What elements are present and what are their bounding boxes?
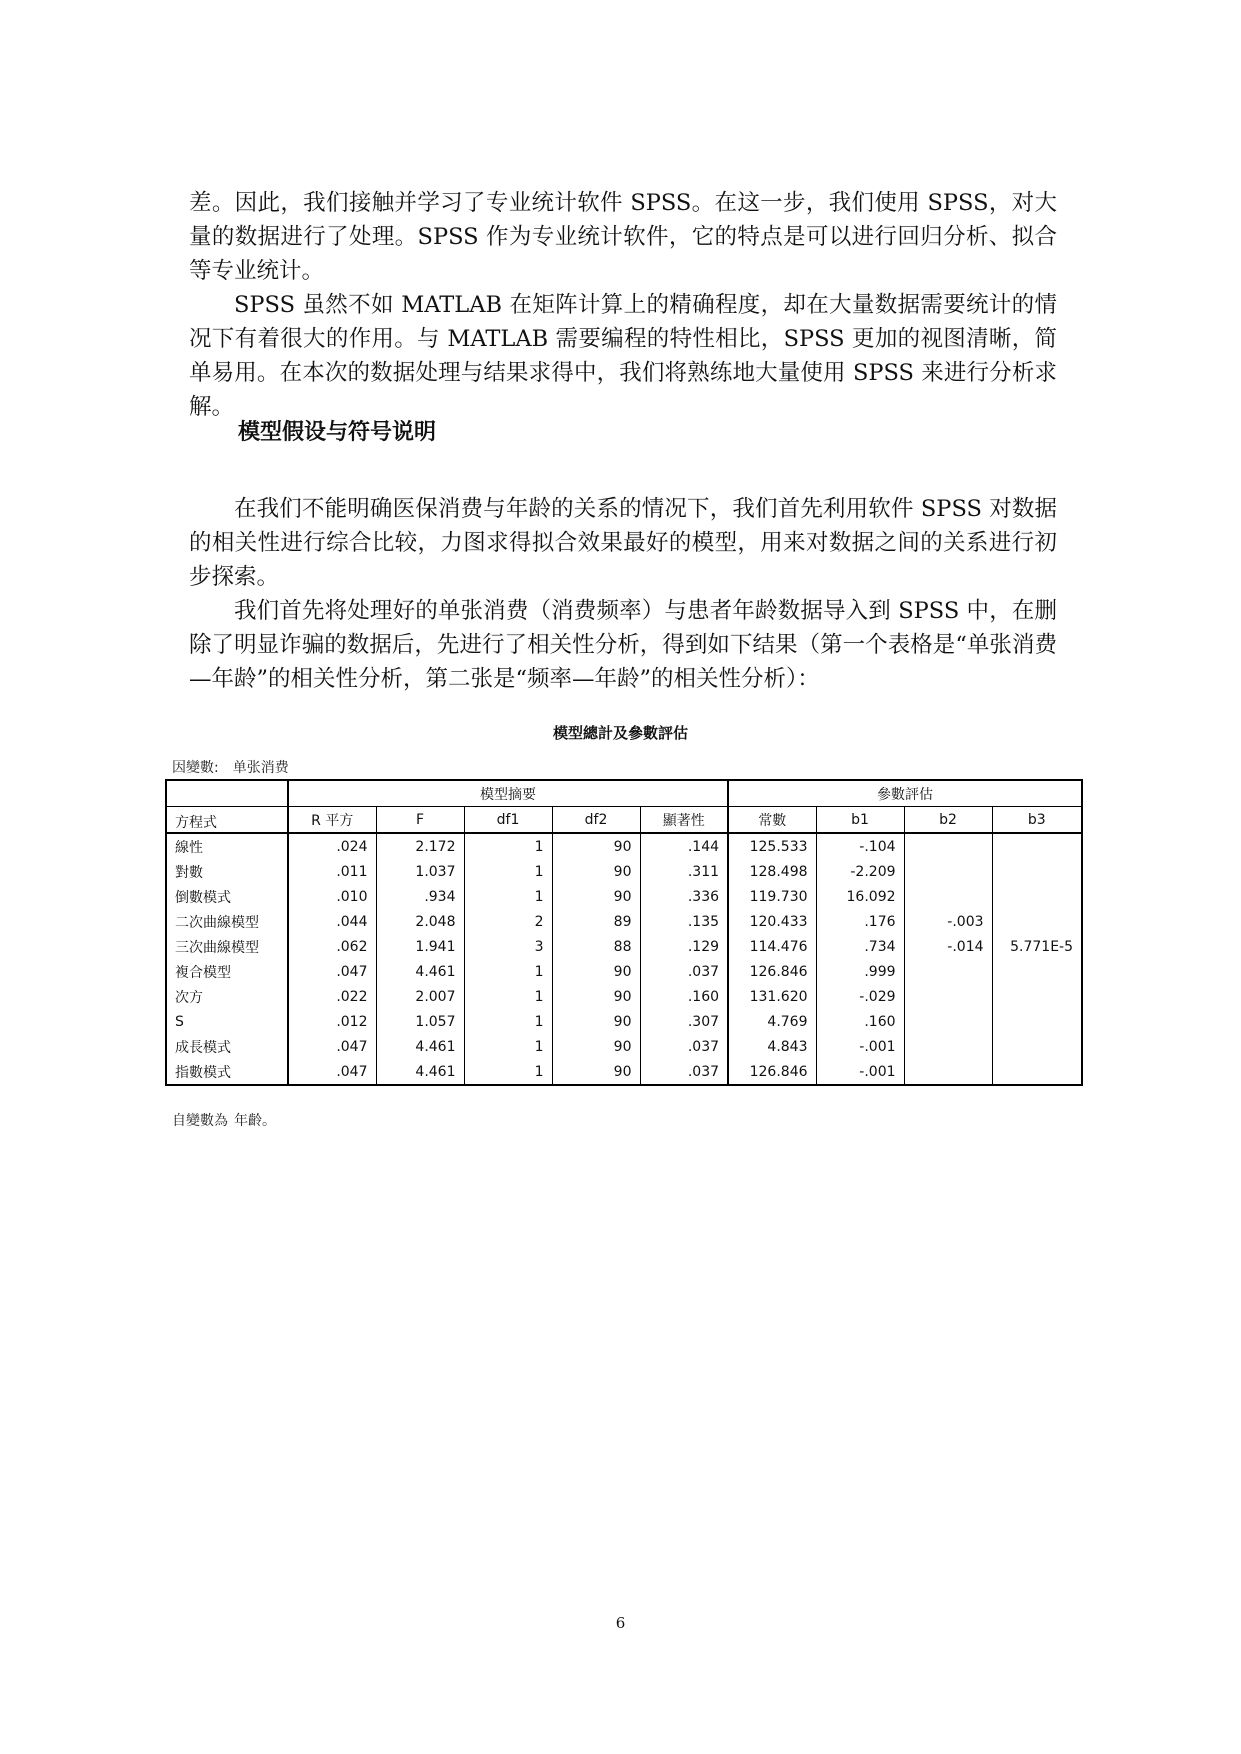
- table-cell: [992, 1034, 1082, 1059]
- table-cell: 4.461: [376, 1034, 464, 1059]
- table-cell: 90: [552, 833, 640, 859]
- table-row: [166, 1034, 1082, 1059]
- section-heading: 模型假设与符号说明: [238, 420, 437, 445]
- table-cell: 131.620: [728, 984, 816, 1009]
- table-cell: -2.209: [816, 859, 904, 884]
- group-model-summary: 模型摘要: [288, 780, 728, 807]
- table-row: [166, 833, 1082, 859]
- table-cell: 1: [464, 959, 552, 984]
- table-cell: .734: [816, 934, 904, 959]
- table-cell: [904, 984, 992, 1009]
- group-parameter-estimates: 參數評估: [728, 780, 1082, 807]
- table-row: [166, 934, 1082, 959]
- row-equation-name: 倒數模式: [166, 884, 288, 909]
- table-cell: [904, 1059, 992, 1085]
- table-cell: 1: [464, 1034, 552, 1059]
- table-cell: 114.476: [728, 934, 816, 959]
- row-equation-name: 三次曲線模型: [166, 934, 288, 959]
- table-cell: 5.771E-5: [992, 934, 1082, 959]
- footnote-value: 年齡。: [234, 1113, 276, 1129]
- table-title: 模型總計及參數評估: [552, 724, 688, 742]
- col-header: 顯著性: [640, 807, 728, 834]
- table-cell: .047: [288, 959, 376, 984]
- col-header: b2: [904, 807, 992, 834]
- row-equation-name: 次方: [166, 984, 288, 1009]
- table-cell: [992, 859, 1082, 884]
- table-cell: 4.461: [376, 959, 464, 984]
- column-header-row: [166, 807, 1082, 834]
- table-cell: .037: [640, 959, 728, 984]
- table-cell: .311: [640, 859, 728, 884]
- table-cell: 1: [464, 859, 552, 884]
- equation-header: 方程式: [166, 807, 288, 834]
- table-cell: 4.769: [728, 1009, 816, 1034]
- model-summary-table: [165, 779, 1083, 1086]
- col-header: b3: [992, 807, 1082, 834]
- table-cell: [992, 833, 1082, 859]
- table-cell: 88: [552, 934, 640, 959]
- table-cell: 120.433: [728, 909, 816, 934]
- table-cell: [992, 984, 1082, 1009]
- row-equation-name: S: [166, 1009, 288, 1034]
- table-cell: 126.846: [728, 1059, 816, 1085]
- table-cell: 89: [552, 909, 640, 934]
- dependent-variable-label: 因變數:: [172, 760, 219, 776]
- table-cell: 1: [464, 833, 552, 859]
- table-row: [166, 984, 1082, 1009]
- table-cell: -.003: [904, 909, 992, 934]
- table-cell: 1: [464, 884, 552, 909]
- row-equation-name: 線性: [166, 833, 288, 859]
- row-equation-name: 指數模式: [166, 1059, 288, 1085]
- table-cell: [992, 909, 1082, 934]
- table-cell: 126.846: [728, 959, 816, 984]
- col-header: F: [376, 807, 464, 834]
- footnote-label: 自變數為: [172, 1113, 228, 1129]
- col-header: df2: [552, 807, 640, 834]
- table-cell: -.014: [904, 934, 992, 959]
- table-cell: [992, 1059, 1082, 1085]
- table-cell: 1: [464, 984, 552, 1009]
- table-cell: 119.730: [728, 884, 816, 909]
- col-header: R 平方: [288, 807, 376, 834]
- table-cell: 90: [552, 884, 640, 909]
- row-equation-name: 二次曲線模型: [166, 909, 288, 934]
- table-cell: 90: [552, 959, 640, 984]
- col-header: b1: [816, 807, 904, 834]
- table-cell: .012: [288, 1009, 376, 1034]
- table-cell: 90: [552, 984, 640, 1009]
- table-cell: 128.498: [728, 859, 816, 884]
- table-cell: .037: [640, 1034, 728, 1059]
- table-cell: 90: [552, 1059, 640, 1085]
- table-cell: 1: [464, 1059, 552, 1085]
- table-cell: 90: [552, 1009, 640, 1034]
- table-cell: 4.843: [728, 1034, 816, 1059]
- table-cell: .044: [288, 909, 376, 934]
- table-row: [166, 1009, 1082, 1034]
- table-cell: [992, 884, 1082, 909]
- table-cell: 90: [552, 859, 640, 884]
- table-cell: .047: [288, 1059, 376, 1085]
- table-cell: 1.037: [376, 859, 464, 884]
- table-cell: -.104: [816, 833, 904, 859]
- table-row: [166, 859, 1082, 884]
- table-cell: 2.172: [376, 833, 464, 859]
- table-cell: .336: [640, 884, 728, 909]
- table-cell: 16.092: [816, 884, 904, 909]
- table-cell: [904, 859, 992, 884]
- dependent-variable-value: 单张消费: [232, 760, 289, 776]
- paragraph-3: 在我们不能明确医保消费与年龄的关系的情况下，我们首先利用软件 SPSS 对数据的相关性进行综合比较，力图求得拟合效果最好的模型，用来对数据之间的关系进行初步探索。: [189, 496, 1057, 590]
- table-cell: .934: [376, 884, 464, 909]
- corner-cell: [166, 780, 288, 807]
- table-cell: [992, 959, 1082, 984]
- table-cell: .011: [288, 859, 376, 884]
- table-cell: .307: [640, 1009, 728, 1034]
- table-cell: 90: [552, 1034, 640, 1059]
- table-cell: .160: [816, 1009, 904, 1034]
- table-cell: 2.007: [376, 984, 464, 1009]
- table-cell: 1.057: [376, 1009, 464, 1034]
- table-cell: .022: [288, 984, 376, 1009]
- table-cell: 1.941: [376, 934, 464, 959]
- table-cell: 125.533: [728, 833, 816, 859]
- row-equation-name: 對數: [166, 859, 288, 884]
- table-cell: [992, 1009, 1082, 1034]
- table-cell: 2.048: [376, 909, 464, 934]
- table-cell: [904, 833, 992, 859]
- table-row: [166, 884, 1082, 909]
- page-number: 6: [615, 1614, 626, 1632]
- table-row: [166, 1059, 1082, 1085]
- table-cell: .037: [640, 1059, 728, 1085]
- table-cell: [904, 884, 992, 909]
- paragraph-4: 我们首先将处理好的单张消费（消费频率）与患者年龄数据导入到 SPSS 中，在删除了明显诈骗的数据后，先进行了相关性分析，得到如下结果（第一个表格是“单张消费—年龄”的相关性分析，第二张是“频率—年龄”的相关性分析）：: [189, 598, 1057, 692]
- row-equation-name: 成長模式: [166, 1034, 288, 1059]
- table-cell: .135: [640, 909, 728, 934]
- table-cell: 2: [464, 909, 552, 934]
- table-cell: 3: [464, 934, 552, 959]
- dependent-variable: [172, 757, 303, 777]
- table-cell: 1: [464, 1009, 552, 1034]
- table-cell: .047: [288, 1034, 376, 1059]
- table-cell: .176: [816, 909, 904, 934]
- table-cell: -.001: [816, 1059, 904, 1085]
- table-cell: -.029: [816, 984, 904, 1009]
- table-cell: .062: [288, 934, 376, 959]
- col-header: df1: [464, 807, 552, 834]
- table-footnote: [172, 1110, 282, 1130]
- table-cell: [904, 959, 992, 984]
- table-cell: .160: [640, 984, 728, 1009]
- table-cell: .999: [816, 959, 904, 984]
- col-header: 常數: [728, 807, 816, 834]
- paragraph-2: SPSS 虽然不如 MATLAB 在矩阵计算上的精确程度，却在大量数据需要统计的情况下有着很大的作用。与 MATLAB 需要编程的特性相比，SPSS 更加的视图清晰，简单易用。在本次的数据处理与结果求得中，我们将熟练地大量使用 SPSS 来进行分析求解。: [189, 292, 1057, 420]
- paragraph-1: 差。因此，我们接触并学习了专业统计软件 SPSS。在这一步，我们使用 SPSS，对大量的数据进行了处理。SPSS 作为专业统计软件，它的特点是可以进行回归分析、拟合等专业统计。: [189, 190, 1057, 284]
- group-header-row: [166, 780, 1082, 807]
- table-cell: [904, 1009, 992, 1034]
- table-cell: .144: [640, 833, 728, 859]
- table-cell: [904, 1034, 992, 1059]
- table-cell: -.001: [816, 1034, 904, 1059]
- row-equation-name: 複合模型: [166, 959, 288, 984]
- table-row: [166, 909, 1082, 934]
- table-cell: .010: [288, 884, 376, 909]
- table-cell: .024: [288, 833, 376, 859]
- table-cell: .129: [640, 934, 728, 959]
- table-row: [166, 959, 1082, 984]
- table-cell: 4.461: [376, 1059, 464, 1085]
